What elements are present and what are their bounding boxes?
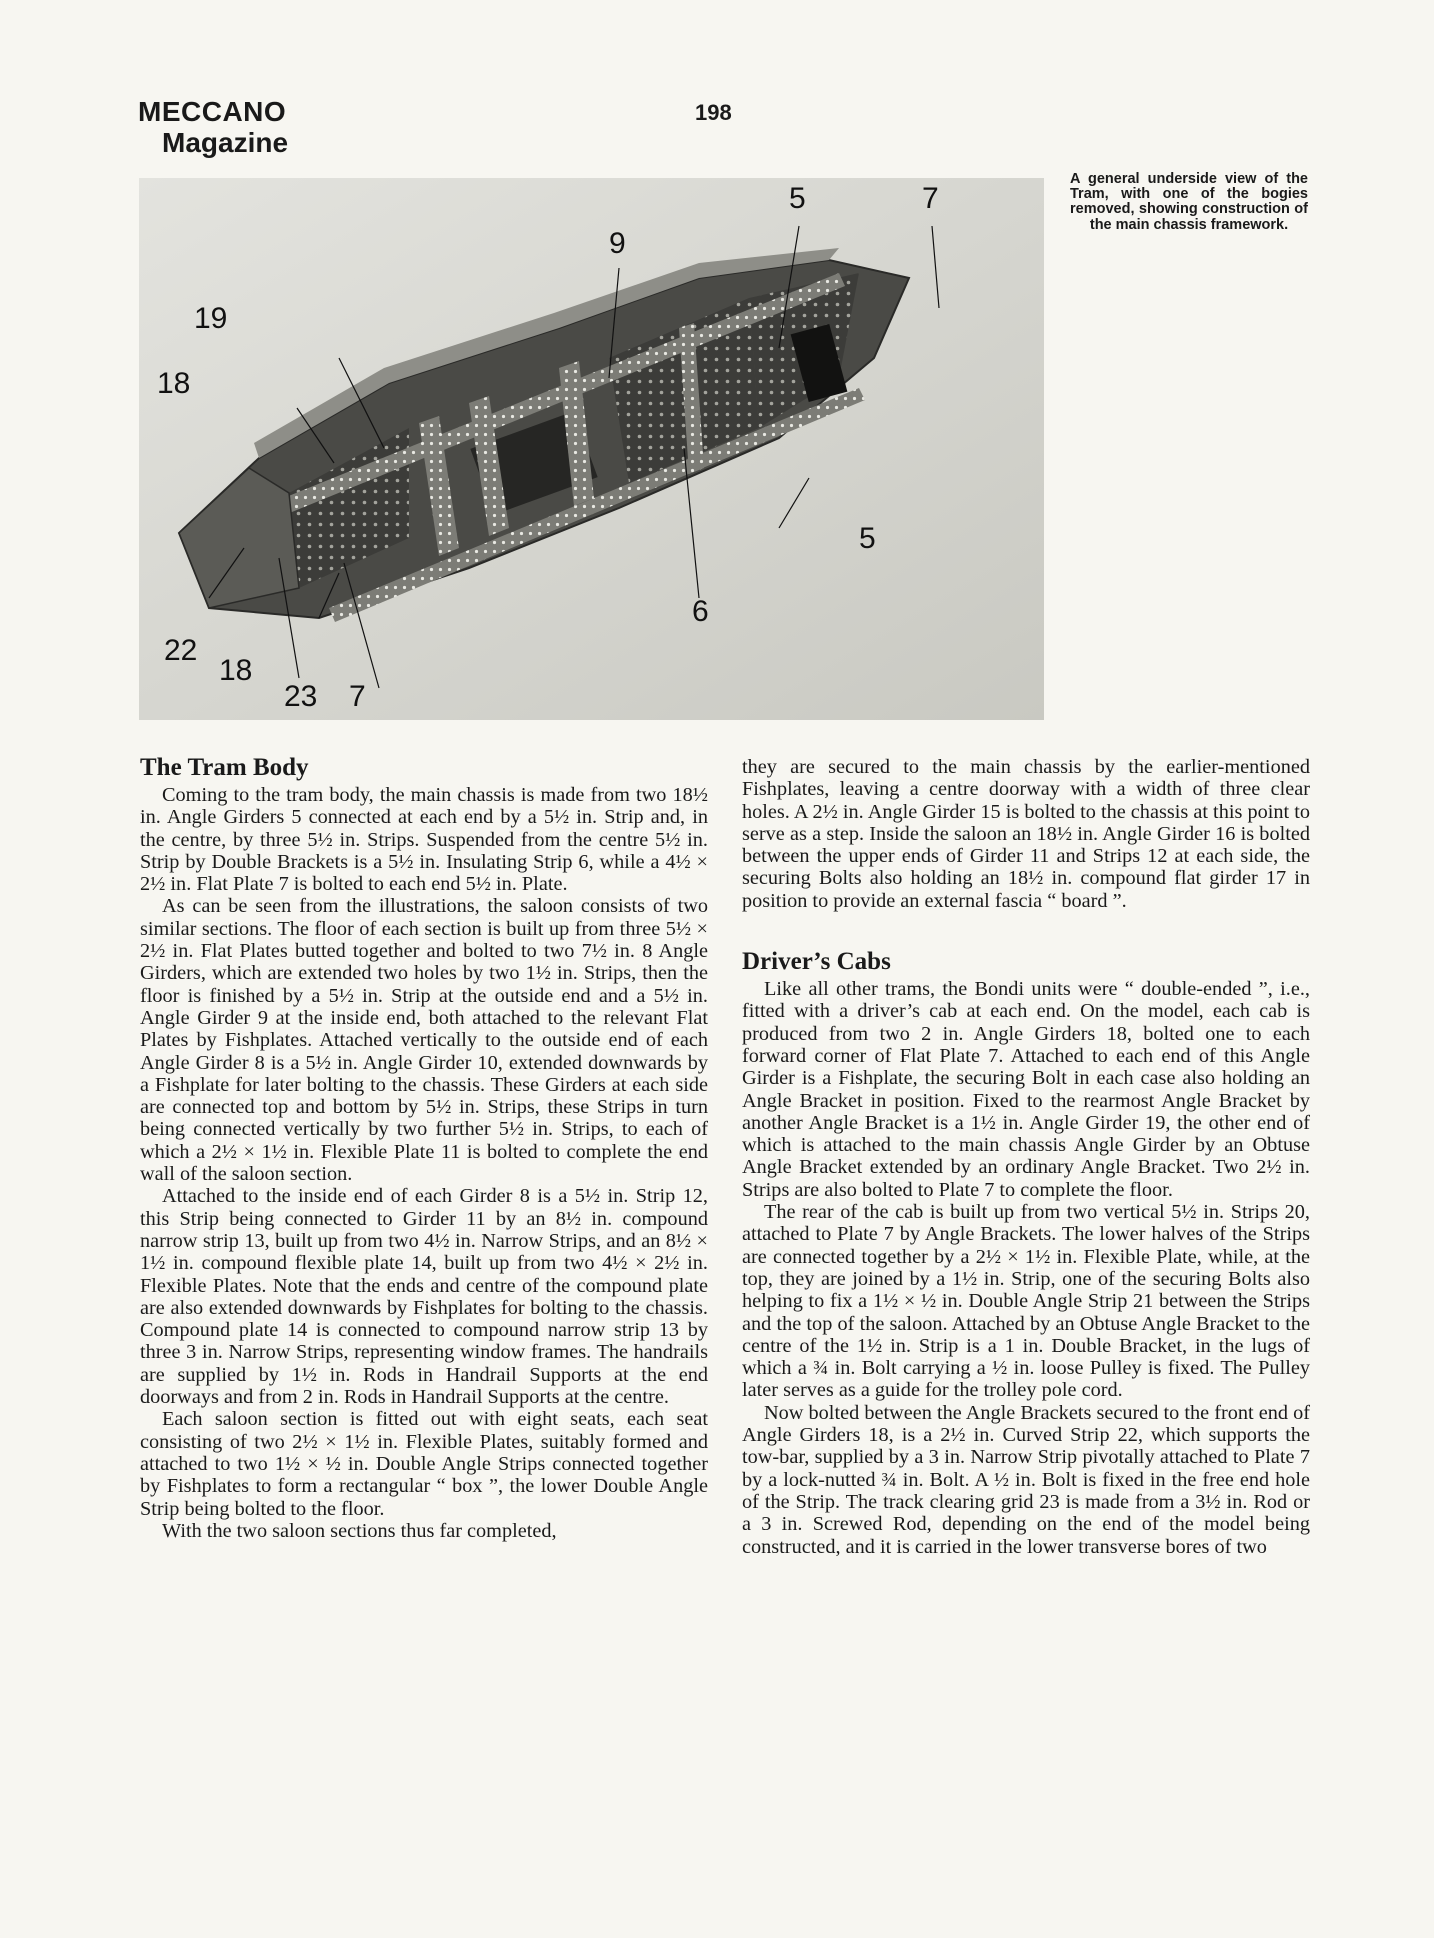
paragraph: Attached to the inside end of each Girder 8 is a 5½ in. Strip 12, this Strip being connected to Girder 11 by an 8½ in. compound narrow strip 13, built up from two 4½ in. Narrow Strips, and an 8½ × 1½ in. compound flexible plate 14, built up from two 4½ × 2½ in. Flexible Plates. Note that the ends and centre of the compound plate are also extended downwards by Fishplates for bolting to the chassis. Compound plate 14 is connected to compound narrow strip 13 by three 3 in. Narrow Strips, representing window frames. The handrails are supplied by 1½ in. Rods in Handrail Supports at the end doorways and from 2 in. Rods in Handrail Supports at the centre. — [140, 1185, 708, 1409]
callout-label: 9 — [609, 227, 626, 260]
callout-label: 5 — [789, 182, 806, 215]
callout-label: 19 — [194, 302, 228, 335]
figure-caption: A general underside view of the Tram, with one of the bogies removed, showing construction of the main chassis framework. — [1070, 171, 1308, 233]
paragraph: they are secured to the main chassis by the earlier-mentioned Fishplates, leaving a centre doorway with a width of three clear holes. A 2½ in. Angle Girder 15 is bolted to the chassis at this point to serve as a step. Inside the saloon an 18½ in. Angle Girder 16 is bolted between the upper ends of Girder 11 and Strips 12 at each side, the securing Bolts also holding an 18½ in. compound flat girder 17 in position to provide an external fascia “ board ”. — [742, 756, 1310, 912]
callout-label: 22 — [164, 634, 198, 667]
paragraph: Each saloon section is fitted out with eight seats, each seat consisting of two 2½ × 1½ in. Flexible Plates, suitably formed and attached to two 1½ × ½ in. Double Angle Strips connected together by Fishplates to form a rectangular “ box ”, the lower Double Angle Strip being bolted to the floor. — [140, 1408, 708, 1520]
paragraph: Now bolted between the Angle Brackets secured to the front end of Angle Girders 18, is a 2½ in. Curved Strip 22, which supports the tow-bar, supplied by a 3 in. Narrow Strip pivotally attached to Plate 7 by a lock-nutted ¾ in. Bolt. A ½ in. Bolt is fixed in the free end hole of the Strip. The track clearing grid 23 is made from a 3½ in. Rod or a 3 in. Screwed Rod, depending on the end of the model being constructed, and it is carried in the lower transverse bores of two — [742, 1401, 1310, 1558]
page-number: 198 — [695, 100, 732, 125]
masthead-title: MECCANO — [138, 96, 287, 127]
callout-label: 18 — [219, 654, 253, 687]
callout-label: 18 — [157, 367, 191, 400]
section-heading: Driver’s Cabs — [742, 948, 891, 976]
paragraph: With the two saloon sections thus far completed, — [162, 1519, 557, 1542]
paragraph: Like all other trams, the Bondi units were “ double-ended ”, i.e., fitted with a driver’s cab at each end. On the model, each cab is produced from two 2 in. Angle Girders 18, bolted one to each forward corner of Flat Plate 7. Attached to each end of this Angle Girder is a Fishplate, the securing Bolt in each case also holding an Angle Bracket in position. Fixed to the rearmost Angle Bracket by another Angle Bracket is a 1½ in. Angle Girder 19, the other end of which is attached to the main chassis Angle Girder by an Obtuse Angle Bracket extended by an ordinary Angle Bracket. Two 2½ in. Strips are also bolted to Plate 7 to complete the floor. — [742, 978, 1310, 1201]
callout-label: 7 — [922, 182, 939, 215]
right-column — [742, 756, 1310, 1558]
callout-label: 6 — [692, 595, 709, 628]
callout-label: 7 — [349, 680, 366, 713]
left-column — [140, 754, 708, 1542]
masthead-subtitle: Magazine — [162, 127, 289, 158]
callout-label: 5 — [859, 522, 876, 555]
callout-label: 23 — [284, 680, 318, 713]
paragraph: The rear of the cab is built up from two vertical 5½ in. Strips 20, attached to Plate 7 by Angle Brackets. The lower halves of the Strips are connected together by a 2½ × 1½ in. Flexible Plate, while, at the top, they are joined by a 1½ in. Strip, one of the securing Bolts also helping to fix a 1½ × ½ in. Double Angle Strip 21 between the Strips and the top of the saloon. Attached by an Obtuse Angle Bracket to the centre of the 1½ in. Strip is a 1 in. Double Bracket, in the lugs of which a ¾ in. Bolt carrying a ½ in. loose Pulley is fixed. The Pulley later serves as a guide for the trolley pole cord. — [742, 1201, 1310, 1402]
paragraph: As can be seen from the illustrations, the saloon consists of two similar sections. The floor of each section is built up from three 5½ × 2½ in. Flat Plates butted together and bolted to two 7½ in. 8 Angle Girders, which are extended two holes by two 1½ in. Strips, then the floor is finished by a 5½ in. Strip at the outside end and a 5½ in. Angle Girder 9 at the inside end, both attached to the relevant Flat Plates by Fishplates. Attached vertically to the outside end of each Angle Girder 8 is a 5½ in. Angle Girder 10, extended downwards by a Fishplate for later bolting to the chassis. These Girders at each side are connected top and bottom by 5½ in. Strips, these Strips in turn being connected vertically by two further 5½ in. Strips, to each of which a 2½ × 1½ in. Flexible Plate 11 is bolted to complete the end wall of the saloon section. — [140, 895, 708, 1186]
paragraph: Coming to the tram body, the main chassis is made from two 18½ in. Angle Girders 5 connected at each end by a 5½ in. Strip and, in the centre, by three 5½ in. Strips. Suspended from the centre 5½ in. Strip by Double Brackets is a 5½ in. Insulating Strip 6, while a 4½ × 2½ in. Flat Plate 7 is bolted to each end 5½ in. Plate. — [140, 784, 708, 896]
masthead — [138, 98, 288, 157]
section-heading: The Tram Body — [140, 754, 309, 781]
tram-underside-photo — [139, 178, 1044, 720]
